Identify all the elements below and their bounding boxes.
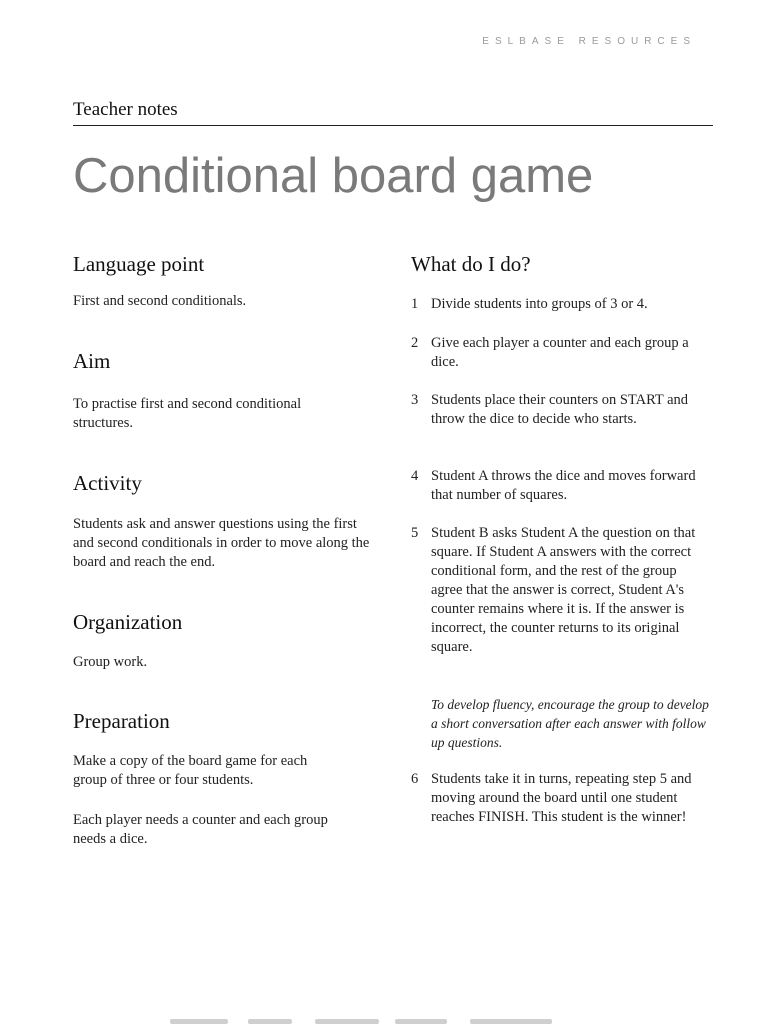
step-text: Students take it in turns, repeating step 5 and moving around the board until one student reaches FINISH. This student is the winner! bbox=[431, 771, 692, 825]
step-text: Divide students into groups of 3 or 4. bbox=[431, 296, 648, 312]
language-point-text: First and second conditionals. bbox=[73, 293, 247, 309]
step-text: Student B asks Student A the question on that square. If Student A answers with the correct conditional form, and the rest of the group agree that the answer is correct, Student A's counter remains where it is. If the answer is incorrect, the counter returns to its original square. bbox=[431, 525, 696, 655]
activity-text: Students ask and answer questions using the first and second conditionals in order to move along the board and reach the end. bbox=[73, 516, 370, 570]
header-divider bbox=[73, 125, 713, 126]
step-item bbox=[411, 295, 711, 314]
brand-label: ESLBASE RESOURCES bbox=[482, 36, 696, 47]
activity-heading: Activity bbox=[73, 471, 142, 495]
page-title: Conditional board game bbox=[73, 149, 594, 203]
step-number: 6 bbox=[411, 771, 419, 787]
step-item bbox=[411, 770, 711, 827]
step-item bbox=[411, 467, 711, 505]
preparation-text-1: Make a copy of the board game for each group of three or four students. bbox=[73, 753, 308, 788]
step-text: Students place their counters on START and throw the dice to decide who starts. bbox=[431, 392, 689, 427]
language-point-heading: Language point bbox=[73, 252, 205, 276]
step-number: 4 bbox=[411, 468, 419, 484]
section-label: Teacher notes bbox=[73, 99, 178, 120]
step-number: 3 bbox=[411, 392, 419, 408]
step-text: Student A throws the dice and moves forward that number of squares. bbox=[431, 468, 696, 503]
aim-text: To practise first and second conditional structures. bbox=[73, 396, 302, 431]
aim-heading: Aim bbox=[73, 349, 111, 373]
fluency-tip: To develop fluency, encourage the group to develop a short conversation after each answer with follow up questions. bbox=[431, 697, 709, 750]
step-number: 2 bbox=[411, 335, 419, 351]
step-item bbox=[411, 391, 711, 429]
step-item bbox=[411, 334, 711, 372]
step-number: 5 bbox=[411, 525, 419, 541]
organization-heading: Organization bbox=[73, 610, 183, 634]
preparation-text-2: Each player needs a counter and each group needs a dice. bbox=[73, 812, 328, 847]
step-number: 1 bbox=[411, 296, 419, 312]
preparation-heading: Preparation bbox=[73, 709, 170, 733]
footer-cutoff bbox=[170, 1014, 590, 1024]
step-item bbox=[411, 524, 711, 657]
step-text: Give each player a counter and each group a dice. bbox=[431, 335, 689, 370]
what-do-i-do-heading: What do I do? bbox=[411, 252, 531, 276]
organization-text: Group work. bbox=[73, 654, 148, 670]
